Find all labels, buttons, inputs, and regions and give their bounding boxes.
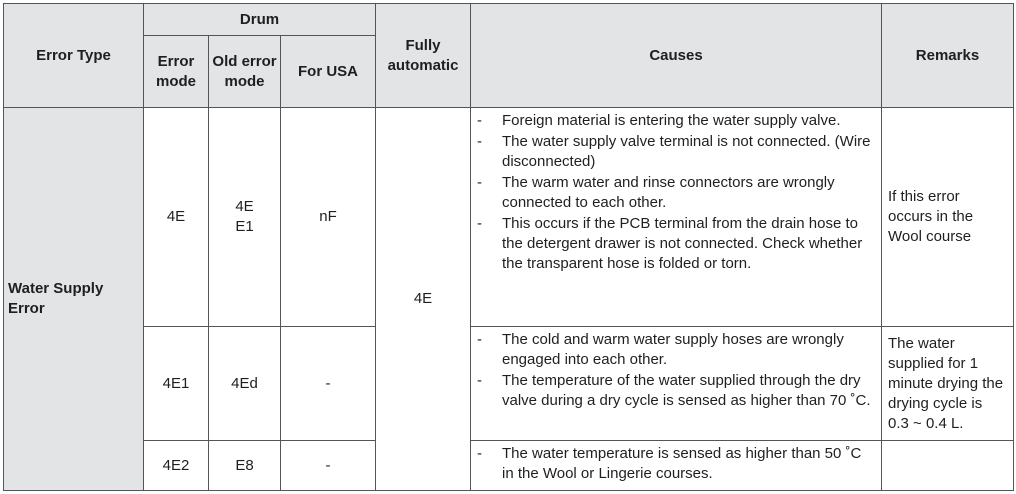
header-error-mode: Error mode (144, 36, 209, 108)
cause-text: This occurs if the PCB terminal from the drain hose to the detergent drawer is not connected. Check whether the transparent hose is folded or torn. (502, 215, 863, 272)
cause-text: The cold and warm water supply hoses are wrongly engaged into each other. (502, 331, 844, 368)
header-error-type: Error Type (4, 4, 144, 108)
old-error-mode-cell: 4Ed (209, 327, 281, 441)
table-row (4, 327, 1014, 441)
remarks-cell (882, 441, 1014, 491)
cause-item (477, 444, 875, 484)
cause-item (477, 132, 875, 172)
error-mode-cell: 4E2 (144, 441, 209, 491)
old-error-mode-code: 4E (235, 198, 254, 215)
bullet-dash: - (477, 174, 482, 191)
bullet-dash: - (477, 133, 482, 150)
error-mode-cell: 4E (144, 108, 209, 327)
error-type-label: Water Supply Error (8, 280, 104, 317)
causes-cell (471, 441, 882, 491)
header-fully-automatic: Fully automatic (376, 4, 471, 108)
for-usa-cell: - (281, 441, 376, 491)
header-causes: Causes (471, 4, 882, 108)
bullet-dash: - (477, 445, 482, 462)
bullet-dash: - (477, 331, 482, 348)
error-mode-cell: 4E1 (144, 327, 209, 441)
cause-text: Foreign material is entering the water supply valve. (502, 112, 841, 129)
causes-cell (471, 108, 882, 327)
old-error-mode-code: E1 (235, 218, 254, 235)
old-error-mode-cell (209, 108, 281, 327)
bullet-dash: - (477, 215, 482, 232)
fully-automatic-cell: 4E (376, 108, 471, 491)
bullet-dash: - (477, 112, 482, 129)
cause-item (477, 371, 875, 411)
causes-list (477, 444, 875, 484)
header-old-error-mode: Old error mode (209, 36, 281, 108)
cause-item (477, 173, 875, 213)
error-type-cell (4, 108, 144, 491)
cause-text: The water temperature is sensed as higher than 50 ˚C in the Wool or Lingerie courses. (502, 445, 862, 482)
table-row (4, 441, 1014, 491)
cause-item (477, 330, 875, 370)
bullet-dash: - (477, 372, 482, 389)
cause-text: The water supply valve terminal is not connected. (Wire disconnected) (502, 133, 871, 170)
for-usa-cell: - (281, 327, 376, 441)
old-error-mode-cell: E8 (209, 441, 281, 491)
cause-text: The temperature of the water supplied through the dry valve during a dry cycle is sensed as higher than 70 ˚C. (502, 372, 871, 409)
causes-list (477, 111, 875, 274)
cause-text: The warm water and rinse connectors are wrongly connected to each other. (502, 174, 835, 211)
remarks-cell: If this error occurs in the Wool course (882, 108, 1014, 327)
causes-list (477, 330, 875, 411)
cause-item (477, 214, 875, 274)
header-for-usa: For USA (281, 36, 376, 108)
cause-item (477, 111, 875, 131)
remarks-cell: The water supplied for 1 minute drying the drying cycle is 0.3 ~ 0.4 L. (882, 327, 1014, 441)
for-usa-cell: nF (281, 108, 376, 327)
header-remarks: Remarks (882, 4, 1014, 108)
error-code-table (3, 3, 1014, 491)
header-drum: Drum (144, 4, 376, 36)
causes-cell (471, 327, 882, 441)
table-row (4, 108, 1014, 327)
